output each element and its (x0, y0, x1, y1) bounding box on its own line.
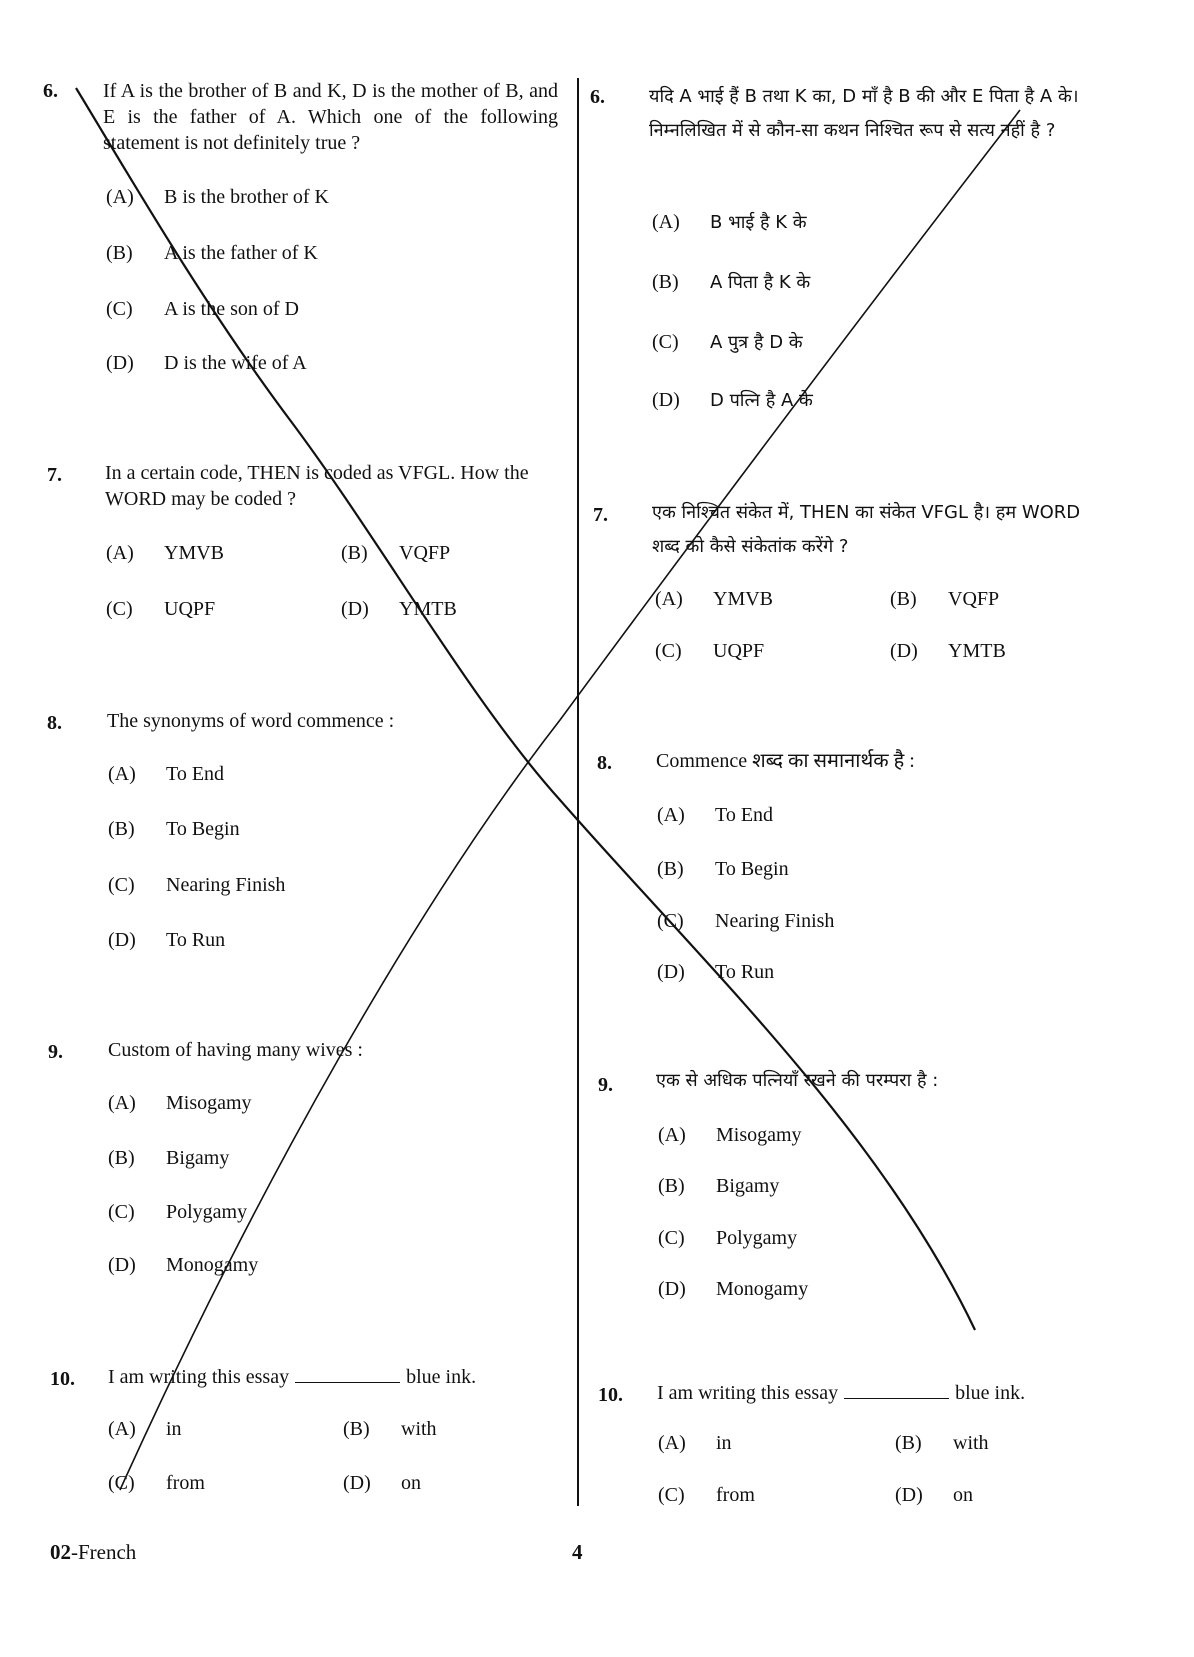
page-number: 4 (572, 1540, 583, 1564)
option-b: (B) Bigamy (658, 1175, 780, 1197)
question-text: In a certain code, THEN is coded as VFGL. How the WORD may be coded ? (105, 462, 529, 510)
option-b: (B) A पिता है K के (652, 271, 811, 293)
option-c: (C) A पुत्र है D के (652, 331, 803, 353)
option-d: (D) on (343, 1472, 421, 1494)
option-b: (B) Bigamy (108, 1147, 230, 1169)
question-number: 9. (598, 1074, 613, 1096)
question-text: एक निश्चित संकेत में, THEN का संकेत VFGL है। हम WORD शब्द को कैसे संकेतांक करेंगे ? (652, 502, 1081, 557)
question-text: Commence शब्द का समानार्थक है : (656, 750, 915, 772)
option-d: (D) To Run (657, 961, 775, 983)
option-b: (B) VQFP (341, 542, 451, 564)
question-text: The synonyms of word commence : (107, 710, 395, 732)
option-c: (C) UQPF (106, 598, 216, 620)
question-text: I am writing this essay blue ink. (108, 1366, 477, 1388)
question-text: I am writing this essay blue ink. (657, 1382, 1026, 1404)
option-d: (D) Monogamy (658, 1278, 809, 1300)
option-a: (A) YMVB (655, 588, 774, 610)
option-c: (C) from (108, 1472, 205, 1494)
option-b: (B) To Begin (108, 818, 240, 840)
option-c: (C) from (658, 1484, 755, 1506)
option-b: (B) with (343, 1418, 437, 1440)
option-a: (A) in (108, 1418, 182, 1440)
option-d: (D) on (895, 1484, 973, 1506)
option-c: (C) Polygamy (658, 1227, 798, 1249)
option-c: (C) Nearing Finish (108, 874, 286, 896)
option-b: (B) VQFP (890, 588, 1000, 610)
option-a: (A) To End (657, 804, 774, 826)
option-c: (C) Nearing Finish (657, 910, 835, 932)
question-text: यदि A भाई हैं B तथा K का, D माँ है B की और E पिता है A के। निम्नलिखित में से कौन-सा कथन निश्चित रूप से सत्य नहीं है ? (649, 86, 1079, 141)
option-d: (D) D is the wife of A (106, 352, 307, 374)
option-b: (B) with (895, 1432, 989, 1454)
option-c: (C) A is the son of D (106, 298, 299, 320)
question-number: 10. (50, 1368, 75, 1390)
question-number: 10. (598, 1384, 623, 1406)
option-a: (A) To End (108, 763, 225, 785)
option-d: (D) YMTB (890, 640, 1006, 662)
option-d: (D) D पत्नि है A के (652, 389, 813, 411)
option-a: (A) YMVB (106, 542, 225, 564)
question-text: Custom of having many wives : (108, 1039, 363, 1061)
option-b: (B) To Begin (657, 858, 789, 880)
option-a: (A) B भाई है K के (652, 211, 807, 233)
question-number: 6. (43, 80, 58, 102)
option-c: (C) Polygamy (108, 1201, 248, 1223)
option-d: (D) YMTB (341, 598, 457, 620)
question-number: 8. (597, 752, 612, 774)
option-b: (B) A is the father of K (106, 242, 318, 264)
question-number: 9. (48, 1041, 63, 1063)
answer-blank (844, 1398, 949, 1399)
question-text: If A is the brother of B and K, D is the mother of B, and E is the father of A. Which one of the following statement is not definitely true ? (103, 80, 558, 154)
option-d: (D) Monogamy (108, 1254, 259, 1276)
option-a: (A) Misogamy (658, 1124, 802, 1146)
question-number: 6. (590, 86, 605, 108)
paper-code: 02-French (50, 1540, 137, 1564)
question-number: 8. (47, 712, 62, 734)
option-a: (A) B is the brother of K (106, 186, 329, 208)
question-number: 7. (593, 504, 608, 526)
option-a: (A) in (658, 1432, 732, 1454)
question-number: 7. (47, 464, 62, 486)
option-c: (C) UQPF (655, 640, 765, 662)
question-text: एक से अधिक पत्नियाँ रखने की परम्परा है : (656, 1070, 939, 1091)
option-d: (D) To Run (108, 929, 226, 951)
option-a: (A) Misogamy (108, 1092, 252, 1114)
